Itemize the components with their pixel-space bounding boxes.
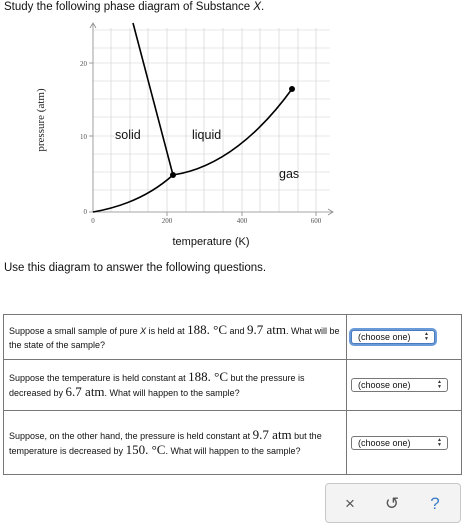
solid-gas-boundary bbox=[93, 175, 173, 212]
y-axis-label: pressure (atm) bbox=[35, 88, 47, 152]
x-axis-label: temperature (K) bbox=[172, 236, 250, 248]
critical-point bbox=[289, 86, 295, 92]
y-tick-20: 20 bbox=[80, 60, 87, 68]
value-pressure: 9.7 atm bbox=[252, 426, 292, 442]
chevron-updown-icon: ▲ ▼ bbox=[424, 331, 429, 342]
region-label-liquid: liquid bbox=[192, 128, 222, 142]
close-icon[interactable]: × bbox=[345, 494, 355, 513]
question-3-select[interactable]: (choose one) ▲ ▼ bbox=[351, 436, 448, 450]
x-tick-200: 200 bbox=[161, 217, 173, 225]
value-temperature: 188. °C bbox=[188, 369, 228, 384]
question-2-text: Suppose the temperature is held constant at 188. °C but the pressure is decreased by 6.7 atm. What will happen to the sample? bbox=[4, 360, 347, 411]
region-label-gas: gas bbox=[279, 167, 300, 181]
x-tick-0: 0 bbox=[91, 217, 95, 225]
question-row-2 bbox=[4, 360, 462, 411]
substance-name: X bbox=[253, 1, 261, 13]
action-button-bar bbox=[325, 483, 461, 523]
question-row-1 bbox=[4, 315, 462, 360]
phase-diagram bbox=[0, 18, 340, 258]
question-2-select[interactable]: (choose one) ▲ ▼ bbox=[351, 378, 448, 392]
instruction-text: Use this diagram to answer the following questions. bbox=[4, 262, 267, 274]
x-tick-600: 600 bbox=[310, 217, 322, 225]
value-temperature: 188. °C bbox=[187, 321, 227, 337]
liquid-gas-boundary bbox=[173, 89, 292, 175]
question-1-text: Suppose a small sample of pure X is held at 188. °C and 9.7 atm. What will be the state of the sample? bbox=[4, 315, 347, 360]
question-row-3 bbox=[4, 411, 462, 475]
chevron-updown-icon: ▲ ▼ bbox=[437, 436, 442, 448]
x-tick-400: 400 bbox=[236, 217, 248, 225]
y-tick-10: 10 bbox=[80, 133, 87, 141]
question-1-select[interactable]: (choose one) ▲ ▼ bbox=[351, 330, 435, 344]
undo-icon[interactable]: ↺ bbox=[384, 494, 400, 513]
question-3-text: Suppose, on the other hand, the pressure is held constant at 9.7 atm but the temperature is decreased by 150. °C. What will happen to the sample? bbox=[4, 411, 347, 475]
chevron-updown-icon: ▲ ▼ bbox=[437, 379, 442, 390]
help-icon[interactable]: ? bbox=[430, 494, 440, 513]
region-label-solid: solid bbox=[115, 128, 141, 142]
value-pressure-change: 6.7 atm bbox=[65, 384, 105, 399]
axes bbox=[89, 23, 333, 216]
triple-point bbox=[170, 172, 176, 178]
phase-boundaries bbox=[93, 23, 292, 212]
question-table bbox=[3, 314, 462, 475]
intro-text: Study the following phase diagram of Substance X. bbox=[4, 1, 265, 13]
y-tick-0: 0 bbox=[83, 208, 87, 216]
grid bbox=[93, 28, 330, 212]
value-temperature-change: 150. °C bbox=[125, 441, 166, 457]
value-pressure: 9.7 atm bbox=[247, 321, 287, 337]
